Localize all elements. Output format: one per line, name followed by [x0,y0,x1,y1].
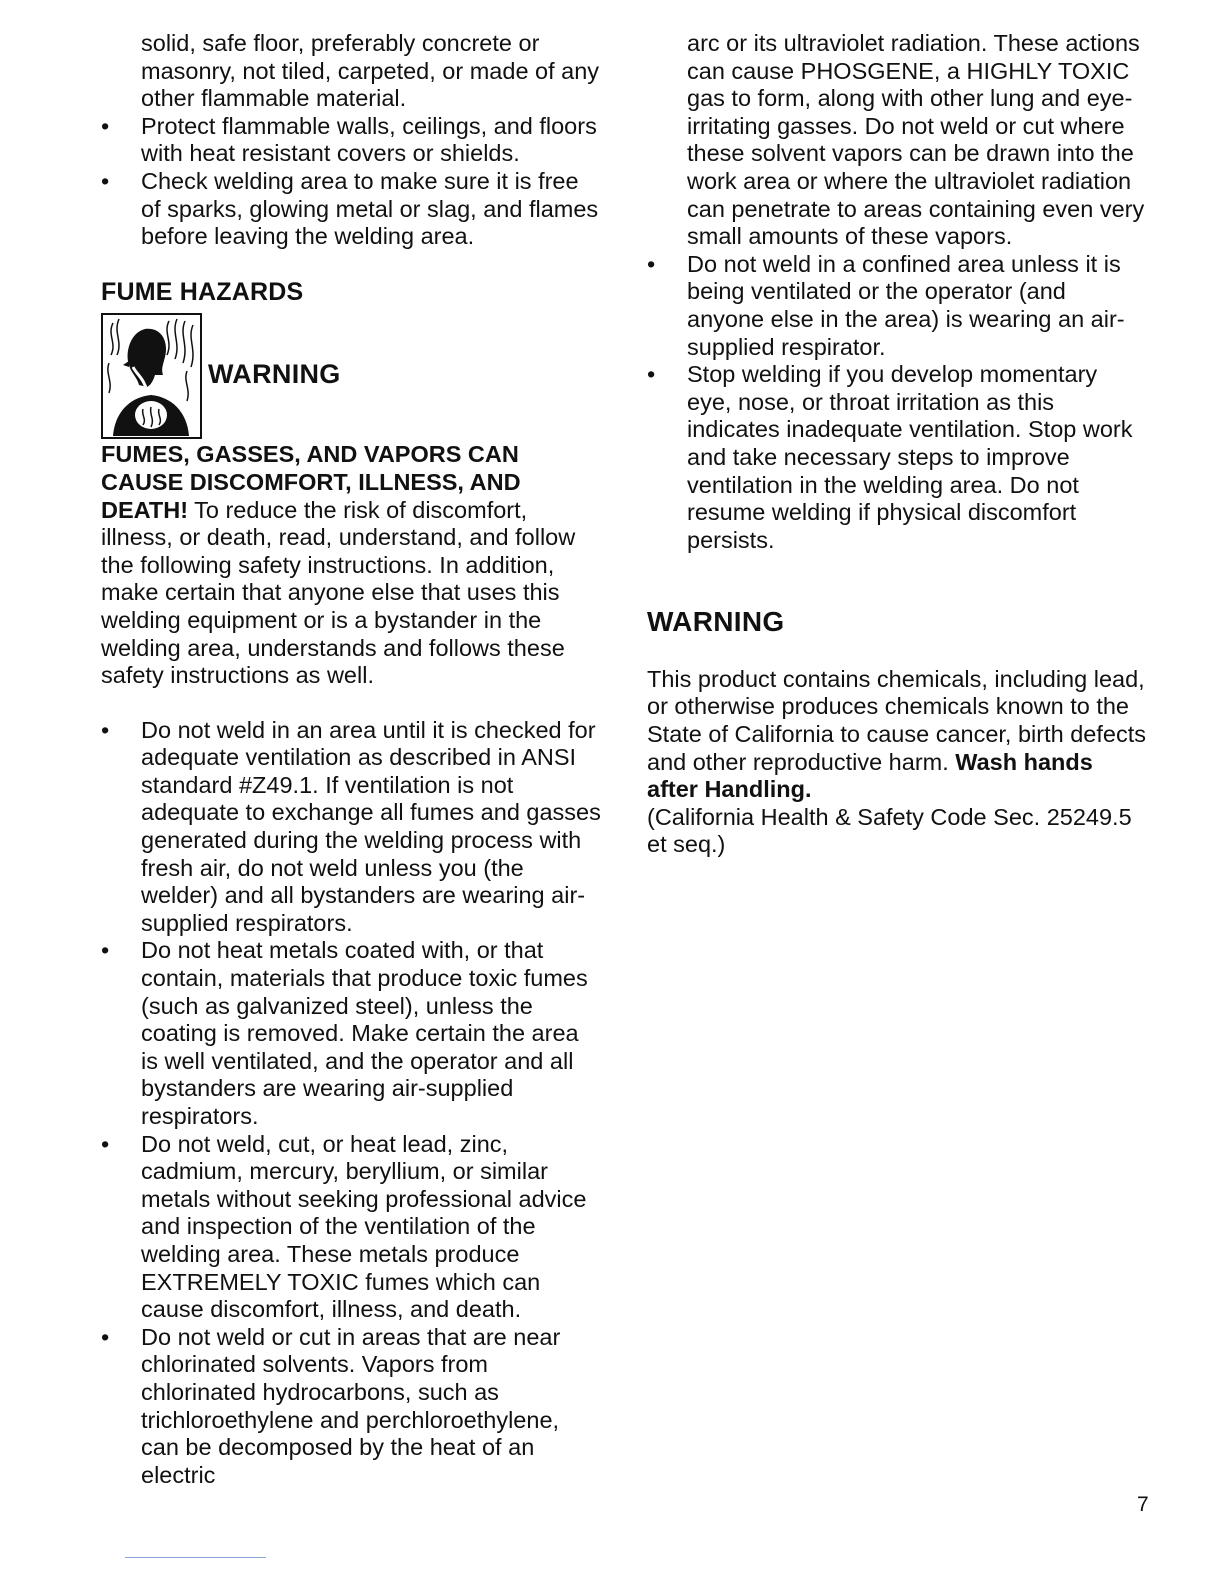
list-item: • Protect flammable walls, ceilings, and floors with heat resistant covers or shields. [101,113,601,168]
prop65-paragraph [647,666,1147,859]
prop65-warning-heading: WARNING [647,606,785,638]
warning-lead-text: To reduce the risk of discomfort, illness, or death, read, understand, and follow the following safety instructions. In addition, make certain that anyone else that uses this welding equipment or is a bystander in the welding area, understands and follows these safety instructions as well. [101,496,576,689]
warning-lead-bold: FUMES, GASSES, AND VAPORS CAN CAUSE DISCOMFORT, ILLNESS, AND DEATH! [101,441,521,523]
prop65-bold: Wash hands after Handling. [647,748,1093,803]
list-item: • Check welding area to make sure it is free of sparks, glowing metal or slag, and flames before leaving the welding area. [101,168,601,251]
right-bullet-list [647,251,1147,555]
prop65-citation: (California Health & Safety Code Sec. 25249.5 et seq.) [647,803,1132,858]
warning-lead-paragraph [101,441,601,689]
fume-bullet-list [101,717,601,1490]
list-item: • Do not heat metals coated with, or that contain, materials that produce toxic fumes (such as galvanized steel), unless the coating is removed. Make certain the area is well ventilated, and the operator and all bystanders are wearing air-supplied respirators. [101,937,601,1130]
fume-hazards-heading: FUME HAZARDS [101,277,304,306]
list-item: • Do not weld or cut in areas that are near chlorinated solvents. Vapors from chlorinated hydrocarbons, such as trichloroethylene and perchloroethylene, can be decomposed by the heat of an electric [101,1324,601,1490]
list-item: • Do not weld, cut, or heat lead, zinc, cadmium, mercury, beryllium, or similar metals without seeking professional advice and inspection of the ventilation of the welding area. These metals produce EXTREMELY TOXIC fumes which can cause discomfort, illness, and death. [101,1131,601,1324]
right-column [647,30,1147,859]
left-column [101,30,601,1489]
top-bullet-list [101,113,601,251]
intro-continuation: solid, safe floor, preferably concrete or masonry, not tiled, carpeted, or made of any other flammable material. [141,30,600,112]
list-item: • Stop welding if you develop momentary eye, nose, or throat irritation as this indicates inadequate ventilation. Stop work and take necessary steps to improve ventilation in the welding area. Do not resume welding if physical discomfort persists. [647,361,1147,554]
divider [125,1557,266,1558]
prop65-text: This product contains chemicals, including lead, or otherwise produces chemicals known to the State of California to cause cancer, birth defects and other reproductive harm. [647,665,1146,775]
fume-inhalation-icon [101,313,202,439]
warning-banner [101,312,601,440]
list-item: • Do not weld in a confined area unless it is being ventilated or the operator (and anyone else in the area) is wearing an air-supplied respirator. [647,251,1147,361]
solvent-continuation: arc or its ultraviolet radiation. These actions can cause PHOSGENE, a HIGHLY TOXIC gas to form, along with other lung and eye-irritating gasses. Do not weld or cut where these solvent vapors can be drawn into the work area or where the ultraviolet radiation can penetrate to areas containing even very small amounts of these vapors. [687,30,1145,250]
spacer [101,690,601,717]
warning-label: WARNING [208,358,341,389]
page-number: 7 [1137,1493,1149,1516]
list-item: • Do not weld in an area until it is checked for adequate ventilation as described in ANSI standard #Z49.1. If ventilation is not adequate to exchange all fumes and gasses generated during the welding process with fresh air, do not weld unless you (the welder) and all bystanders are wearing air-supplied respirators. [101,717,601,938]
